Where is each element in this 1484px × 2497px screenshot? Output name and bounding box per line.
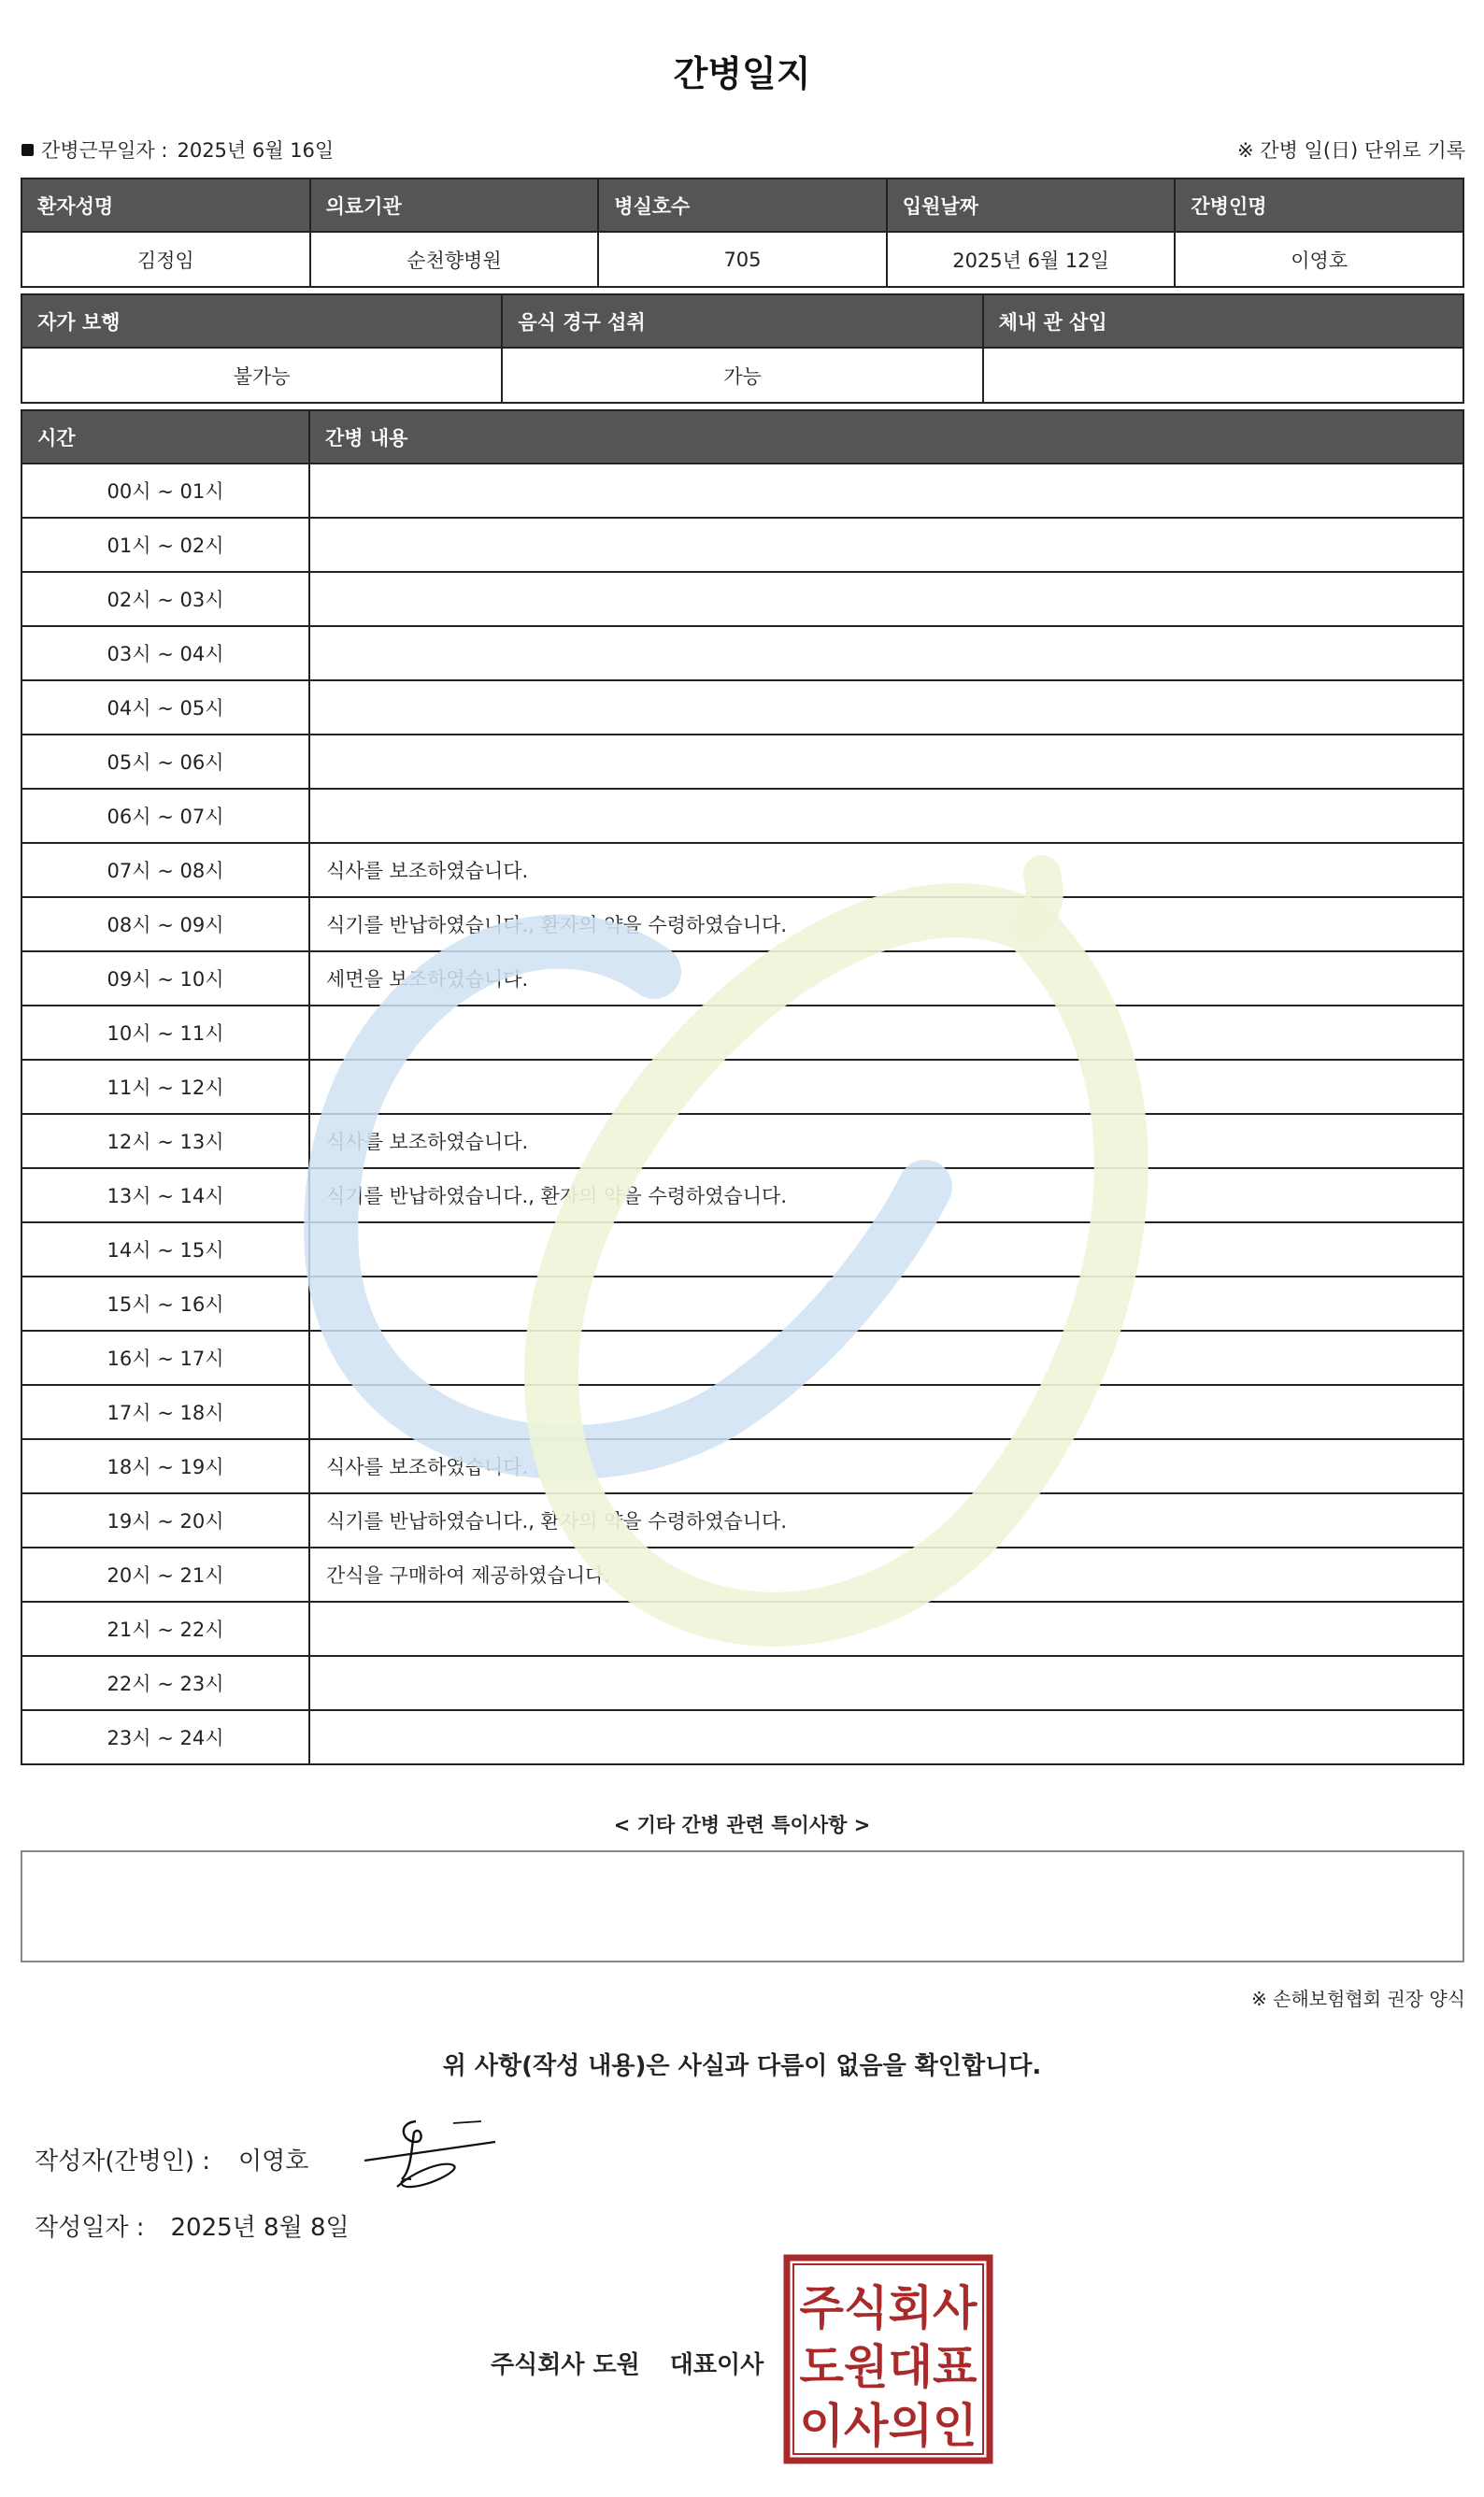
care-content <box>309 464 1463 518</box>
time-slot: 11시 ~ 12시 <box>21 1060 309 1114</box>
care-content <box>309 1602 1463 1656</box>
time-slot: 09시 ~ 10시 <box>21 951 309 1006</box>
handwritten-signature <box>360 2114 500 2198</box>
care-content: 식기를 반납하였습니다., 환자의 약을 수령하였습니다. <box>309 1168 1463 1222</box>
table-row <box>21 735 1463 789</box>
table-row <box>21 1222 1463 1277</box>
svg-text:도원대표: 도원대표 <box>799 2340 978 2394</box>
company-seal-stamp <box>783 2254 993 2464</box>
table-row <box>21 626 1463 680</box>
care-content: 식사를 보조하였습니다. <box>309 1114 1463 1168</box>
table-row <box>21 1277 1463 1331</box>
time-slot: 04시 ~ 05시 <box>21 680 309 735</box>
table-row <box>21 1114 1463 1168</box>
time-slot: 02시 ~ 03시 <box>21 572 309 626</box>
time-slot: 22시 ~ 23시 <box>21 1656 309 1710</box>
header-oral-intake: 음식 경구 섭취 <box>502 294 982 348</box>
special-notes-box <box>21 1850 1464 1962</box>
table-row <box>21 789 1463 843</box>
table-row <box>21 843 1463 897</box>
time-slot: 14시 ~ 15시 <box>21 1222 309 1277</box>
writer-row <box>35 2142 308 2176</box>
time-slot: 18시 ~ 19시 <box>21 1439 309 1493</box>
table-row <box>21 518 1463 572</box>
header-self-walking: 자가 보행 <box>21 294 502 348</box>
time-slot: 05시 ~ 06시 <box>21 735 309 789</box>
writer-name: 이영호 <box>238 2147 309 2176</box>
table-row <box>21 1548 1463 1602</box>
time-slot: 21시 ~ 22시 <box>21 1602 309 1656</box>
care-content <box>309 1060 1463 1114</box>
care-content <box>309 1710 1463 1764</box>
table-row <box>21 1168 1463 1222</box>
patient-name-value: 김정임 <box>21 232 310 287</box>
care-content <box>309 789 1463 843</box>
header-care-content: 간병 내용 <box>309 410 1463 464</box>
table-row <box>21 464 1463 518</box>
care-content <box>309 1656 1463 1710</box>
hourly-care-rows <box>21 464 1463 1764</box>
page-title: 간병일지 <box>673 53 811 94</box>
written-date-value: 2025년 8월 8일 <box>170 2214 350 2242</box>
header-hospital: 의료기관 <box>310 178 599 232</box>
table-row <box>21 1656 1463 1710</box>
table-row <box>21 1439 1463 1493</box>
time-slot: 15시 ~ 16시 <box>21 1277 309 1331</box>
recommendation-note: ※ 손해보험협회 권장 양식 <box>1250 1988 1465 2010</box>
care-content <box>309 572 1463 626</box>
table-row <box>21 572 1463 626</box>
company-signature-line <box>491 2346 763 2380</box>
time-slot: 16시 ~ 17시 <box>21 1331 309 1385</box>
writer-label: 작성자(간병인) : <box>35 2147 211 2176</box>
oral-intake-value: 가능 <box>502 348 982 403</box>
time-slot: 13시 ~ 14시 <box>21 1168 309 1222</box>
care-content: 세면을 보조하였습니다. <box>309 951 1463 1006</box>
admission-date-value: 2025년 6월 12일 <box>887 232 1176 287</box>
time-slot: 23시 ~ 24시 <box>21 1710 309 1764</box>
table-row <box>21 951 1463 1006</box>
time-slot: 17시 ~ 18시 <box>21 1385 309 1439</box>
patient-info-table <box>21 178 1464 288</box>
care-content <box>309 1277 1463 1331</box>
table-row <box>21 1493 1463 1548</box>
care-content: 식기를 반납하였습니다., 환자의 약을 수령하였습니다. <box>309 1493 1463 1548</box>
time-slot: 19시 ~ 20시 <box>21 1493 309 1548</box>
header-time: 시간 <box>21 410 309 464</box>
room-number-value: 705 <box>598 232 887 287</box>
header-admission-date: 입원날짜 <box>887 178 1176 232</box>
care-content <box>309 1006 1463 1060</box>
time-slot: 03시 ~ 04시 <box>21 626 309 680</box>
bullet-square-icon <box>21 144 34 156</box>
time-slot: 20시 ~ 21시 <box>21 1548 309 1602</box>
work-date-label: 간병근무일자 : <box>41 139 168 162</box>
confirmation-statement: 위 사항(작성 내용)은 사실과 다름이 없음을 확인합니다. <box>442 2052 1042 2080</box>
care-content: 간식을 구매하여 제공하였습니다. <box>309 1548 1463 1602</box>
time-slot: 06시 ~ 07시 <box>21 789 309 843</box>
self-walking-value: 불가능 <box>21 348 502 403</box>
care-content: 식사를 보조하였습니다. <box>309 1439 1463 1493</box>
company-name: 주식회사 도원 <box>491 2351 640 2379</box>
table-row <box>21 1602 1463 1656</box>
representative-title: 대표이사 <box>669 2351 764 2379</box>
svg-text:주식회사: 주식회사 <box>799 2281 978 2335</box>
table-row <box>21 1060 1463 1114</box>
header-caregiver-name: 간병인명 <box>1175 178 1463 232</box>
tube-insertion-value <box>983 348 1463 403</box>
table-row <box>21 1710 1463 1764</box>
patient-condition-table <box>21 293 1464 404</box>
care-content <box>309 626 1463 680</box>
header-room-number: 병실호수 <box>598 178 887 232</box>
time-slot: 00시 ~ 01시 <box>21 464 309 518</box>
hourly-care-table <box>21 409 1464 1765</box>
record-unit-note: ※ 간병 일(日) 단위로 기록 <box>1237 139 1465 162</box>
care-content: 식사를 보조하였습니다. <box>309 843 1463 897</box>
care-content <box>309 1331 1463 1385</box>
work-date-value: 2025년 6월 16일 <box>177 139 335 162</box>
special-notes-title: < 기타 간병 관련 특이사항 > <box>613 1814 871 1836</box>
table-row <box>21 897 1463 951</box>
time-slot: 01시 ~ 02시 <box>21 518 309 572</box>
care-content: 식기를 반납하였습니다., 환자의 약을 수령하였습니다. <box>309 897 1463 951</box>
time-slot: 12시 ~ 13시 <box>21 1114 309 1168</box>
header-patient-name: 환자성명 <box>21 178 310 232</box>
care-content <box>309 680 1463 735</box>
header-tube-insertion: 체내 관 삽입 <box>983 294 1463 348</box>
written-date-row <box>35 2208 350 2243</box>
time-slot: 10시 ~ 11시 <box>21 1006 309 1060</box>
time-slot: 08시 ~ 09시 <box>21 897 309 951</box>
care-content <box>309 735 1463 789</box>
table-row <box>21 1331 1463 1385</box>
care-content <box>309 1222 1463 1277</box>
care-content <box>309 1385 1463 1439</box>
time-slot: 07시 ~ 08시 <box>21 843 309 897</box>
care-content <box>309 518 1463 572</box>
caregiver-name-value: 이영호 <box>1175 232 1463 287</box>
work-date-row <box>21 136 334 164</box>
table-row <box>21 1385 1463 1439</box>
svg-text:이사의인: 이사의인 <box>799 2399 977 2453</box>
table-row <box>21 680 1463 735</box>
written-date-label: 작성일자 : <box>35 2214 145 2242</box>
hospital-value: 순천향병원 <box>310 232 599 287</box>
table-row <box>21 1006 1463 1060</box>
